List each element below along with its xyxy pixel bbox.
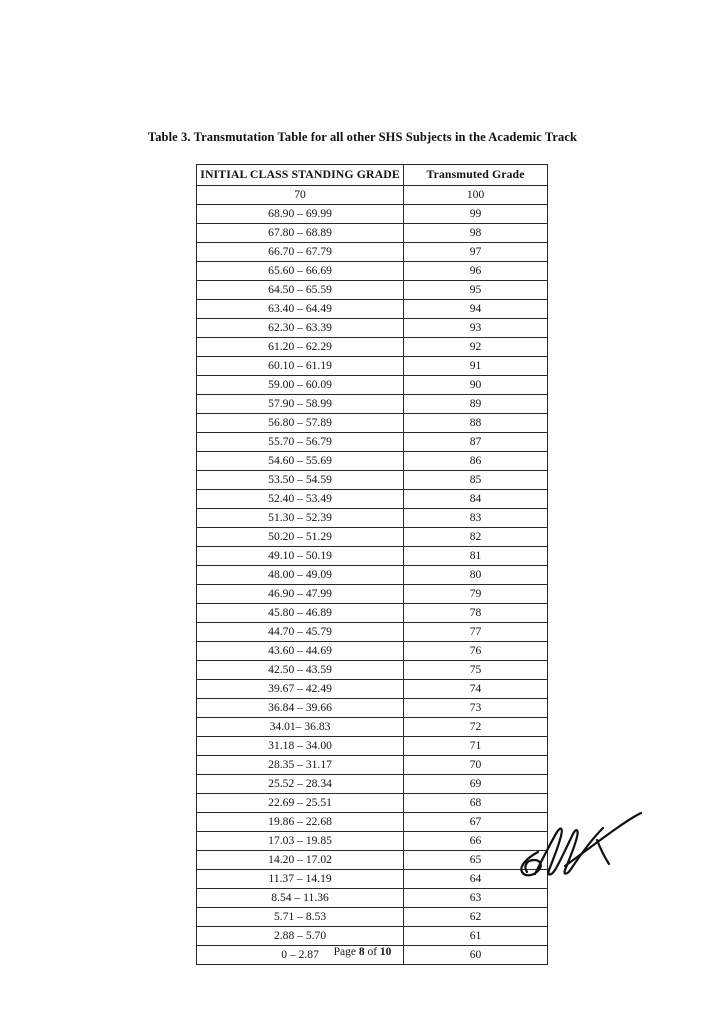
cell-initial-class-standing-grade: 57.90 – 58.99 [197,395,404,414]
cell-initial-class-standing-grade: 50.20 – 51.29 [197,528,404,547]
table-row [197,452,548,471]
cell-transmuted-grade: 74 [404,680,548,699]
cell-transmuted-grade: 79 [404,585,548,604]
cell-transmuted-grade: 81 [404,547,548,566]
cell-initial-class-standing-grade: 46.90 – 47.99 [197,585,404,604]
cell-initial-class-standing-grade: 63.40 – 64.49 [197,300,404,319]
table-row [197,224,548,243]
table-row [197,205,548,224]
cell-initial-class-standing-grade: 55.70 – 56.79 [197,433,404,452]
table-caption: Table 3. Transmutation Table for all other SHS Subjects in the Academic Track [147,130,578,144]
cell-initial-class-standing-grade: 49.10 – 50.19 [197,547,404,566]
table-row [197,509,548,528]
cell-initial-class-standing-grade: 2.88 – 5.70 [197,927,404,946]
cell-initial-class-standing-grade: 54.60 – 55.69 [197,452,404,471]
cell-transmuted-grade: 61 [404,927,548,946]
footer-prefix: Page [333,946,359,958]
table-row [197,718,548,737]
cell-transmuted-grade: 66 [404,832,548,851]
cell-transmuted-grade: 86 [404,452,548,471]
table-row [197,528,548,547]
table-row [197,813,548,832]
cell-initial-class-standing-grade: 19.86 – 22.68 [197,813,404,832]
table-row [197,756,548,775]
cell-initial-class-standing-grade: 70 [197,186,404,205]
cell-transmuted-grade: 99 [404,205,548,224]
cell-initial-class-standing-grade: 45.80 – 46.89 [197,604,404,623]
cell-initial-class-standing-grade: 0 – 2.87 [197,946,404,965]
table-row [197,699,548,718]
cell-initial-class-standing-grade: 28.35 – 31.17 [197,756,404,775]
cell-initial-class-standing-grade: 11.37 – 14.19 [197,870,404,889]
cell-transmuted-grade: 76 [404,642,548,661]
table-row [197,338,548,357]
cell-initial-class-standing-grade: 5.71 – 8.53 [197,908,404,927]
cell-initial-class-standing-grade: 48.00 – 49.09 [197,566,404,585]
cell-transmuted-grade: 88 [404,414,548,433]
table-row [197,414,548,433]
cell-transmuted-grade: 94 [404,300,548,319]
table-row [197,566,548,585]
table-row [197,604,548,623]
table-row [197,471,548,490]
cell-initial-class-standing-grade: 42.50 – 43.59 [197,661,404,680]
cell-initial-class-standing-grade: 34.01– 36.83 [197,718,404,737]
cell-transmuted-grade: 72 [404,718,548,737]
cell-transmuted-grade: 97 [404,243,548,262]
cell-transmuted-grade: 73 [404,699,548,718]
cell-initial-class-standing-grade: 51.30 – 52.39 [197,509,404,528]
cell-initial-class-standing-grade: 61.20 – 62.29 [197,338,404,357]
cell-initial-class-standing-grade: 22.69 – 25.51 [197,794,404,813]
table-row [197,832,548,851]
cell-transmuted-grade: 68 [404,794,548,813]
cell-transmuted-grade: 82 [404,528,548,547]
cell-transmuted-grade: 95 [404,281,548,300]
table-row [197,490,548,509]
cell-transmuted-grade: 100 [404,186,548,205]
footer-middle: of [364,946,380,958]
cell-transmuted-grade: 90 [404,376,548,395]
table-row [197,376,548,395]
table-row [197,357,548,376]
table-row [197,300,548,319]
table-row [197,281,548,300]
cell-initial-class-standing-grade: 65.60 – 66.69 [197,262,404,281]
table-row [197,680,548,699]
table-row [197,547,548,566]
cell-transmuted-grade: 84 [404,490,548,509]
table-header [197,165,548,186]
table-row [197,623,548,642]
cell-transmuted-grade: 71 [404,737,548,756]
table-row [197,243,548,262]
table-body [197,186,548,965]
cell-initial-class-standing-grade: 39.67 – 42.49 [197,680,404,699]
cell-transmuted-grade: 87 [404,433,548,452]
cell-initial-class-standing-grade: 52.40 – 53.49 [197,490,404,509]
cell-transmuted-grade: 93 [404,319,548,338]
cell-transmuted-grade: 67 [404,813,548,832]
footer-total-pages: 10 [379,946,392,958]
table-row [197,908,548,927]
cell-initial-class-standing-grade: 66.70 – 67.79 [197,243,404,262]
table-row [197,395,548,414]
table-row [197,585,548,604]
table-row [197,319,548,338]
table-row [197,737,548,756]
table-row [197,927,548,946]
cell-transmuted-grade: 78 [404,604,548,623]
cell-transmuted-grade: 70 [404,756,548,775]
table-row [197,870,548,889]
table-row [197,851,548,870]
cell-initial-class-standing-grade: 31.18 – 34.00 [197,737,404,756]
table-row [197,661,548,680]
cell-transmuted-grade: 65 [404,851,548,870]
cell-initial-class-standing-grade: 60.10 – 61.19 [197,357,404,376]
table-header-row [197,165,548,186]
transmutation-table-container [196,164,548,965]
cell-transmuted-grade: 69 [404,775,548,794]
cell-transmuted-grade: 63 [404,889,548,908]
cell-initial-class-standing-grade: 67.80 – 68.89 [197,224,404,243]
cell-initial-class-standing-grade: 8.54 – 11.36 [197,889,404,908]
cell-initial-class-standing-grade: 62.30 – 63.39 [197,319,404,338]
table-row [197,262,548,281]
cell-initial-class-standing-grade: 64.50 – 65.59 [197,281,404,300]
table-row [197,186,548,205]
footer-current-page: 8 [358,946,365,958]
cell-initial-class-standing-grade: 25.52 – 28.34 [197,775,404,794]
cell-transmuted-grade: 85 [404,471,548,490]
cell-transmuted-grade: 96 [404,262,548,281]
cell-initial-class-standing-grade: 36.84 – 39.66 [197,699,404,718]
cell-transmuted-grade: 75 [404,661,548,680]
cell-initial-class-standing-grade: 14.20 – 17.02 [197,851,404,870]
table-row [197,775,548,794]
cell-transmuted-grade: 64 [404,870,548,889]
cell-transmuted-grade: 92 [404,338,548,357]
cell-transmuted-grade: 80 [404,566,548,585]
table-row [197,794,548,813]
cell-initial-class-standing-grade: 56.80 – 57.89 [197,414,404,433]
table-row [197,642,548,661]
cell-transmuted-grade: 77 [404,623,548,642]
cell-transmuted-grade: 89 [404,395,548,414]
cell-initial-class-standing-grade: 53.50 – 54.59 [197,471,404,490]
page-footer [0,946,725,958]
column-header-transmuted-grade: Transmuted Grade [404,165,548,186]
transmutation-table [196,164,548,965]
cell-transmuted-grade: 91 [404,357,548,376]
cell-transmuted-grade: 60 [404,946,548,965]
cell-initial-class-standing-grade: 59.00 – 60.09 [197,376,404,395]
column-header-initial-class-standing-grade: INITIAL CLASS STANDING GRADE [197,165,404,186]
cell-initial-class-standing-grade: 44.70 – 45.79 [197,623,404,642]
cell-initial-class-standing-grade: 68.90 – 69.99 [197,205,404,224]
cell-initial-class-standing-grade: 43.60 – 44.69 [197,642,404,661]
cell-transmuted-grade: 83 [404,509,548,528]
cell-transmuted-grade: 62 [404,908,548,927]
cell-transmuted-grade: 98 [404,224,548,243]
cell-initial-class-standing-grade: 17.03 – 19.85 [197,832,404,851]
table-row [197,889,548,908]
table-row [197,433,548,452]
